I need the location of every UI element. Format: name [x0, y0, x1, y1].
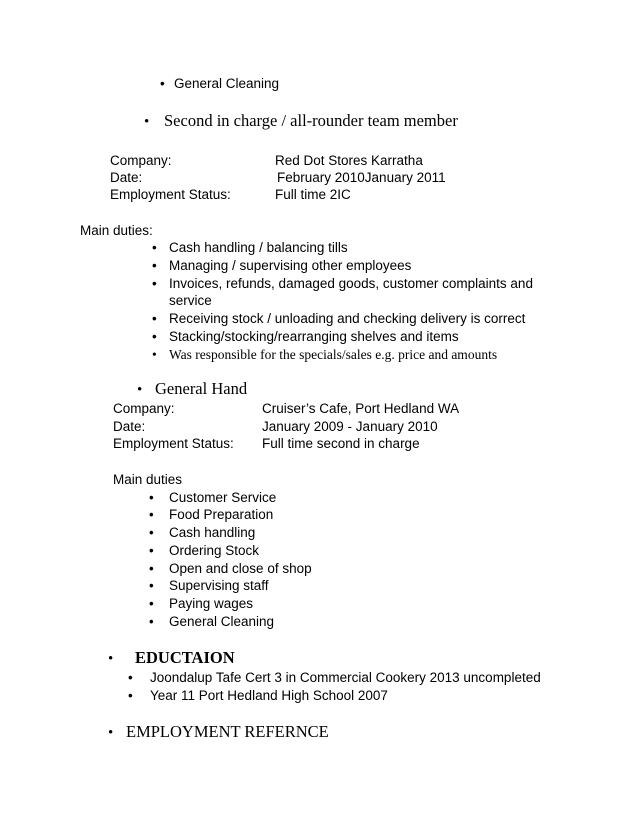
top-duty-item: General Cleaning: [174, 76, 280, 91]
job2-duty-item: Paying wages: [169, 596, 254, 611]
bullet-icon: •: [149, 561, 154, 576]
job2-date-label: Date:: [113, 419, 146, 434]
job1-status: Full time 2IC: [275, 187, 351, 202]
job1-title: Second in charge / all-rounder team member: [164, 111, 458, 130]
job1-duty-item: Managing / supervising other employees: [169, 258, 412, 273]
bullet-icon: •: [149, 596, 154, 611]
job1-duty-item-continuation: service: [169, 293, 212, 308]
job1-company: Red Dot Stores Karratha: [275, 153, 423, 168]
job2-status: Full time second in charge: [262, 436, 420, 451]
bullet-icon: •: [149, 490, 154, 505]
bullet-icon: •: [149, 525, 154, 540]
job1-duty-item: Cash handling / balancing tills: [169, 240, 348, 255]
job2-duty-item: Food Preparation: [169, 507, 274, 522]
job2-duty-item: Open and close of shop: [169, 561, 312, 576]
bullet-icon: •: [160, 76, 165, 91]
education-item: Joondalup Tafe Cert 3 in Commercial Cookery 2013 uncompleted: [150, 670, 541, 685]
bullet-icon: •: [128, 670, 133, 685]
job2-company-label: Company:: [113, 401, 175, 416]
job2-company: Cruiser’s Cafe, Port Hedland WA: [262, 401, 460, 416]
job1-duty-item: Invoices, refunds, damaged goods, customer complaints and: [169, 276, 533, 291]
bullet-icon: •: [108, 725, 114, 741]
bullet-icon: •: [108, 651, 114, 667]
bullet-icon: •: [149, 578, 154, 593]
bullet-icon: •: [152, 347, 157, 362]
bullet-icon: •: [128, 688, 133, 703]
bullet-icon: •: [144, 114, 150, 130]
education-heading: EDUCTAION: [135, 648, 235, 667]
job1-duty-item: Receiving stock / unloading and checking delivery is correct: [169, 311, 526, 326]
job2-duty-item: Supervising staff: [169, 578, 269, 593]
bullet-icon: •: [152, 258, 157, 273]
job1-date-label: Date:: [110, 170, 143, 185]
job2-duty-item: Cash handling: [169, 525, 256, 540]
job1-status-label: Employment Status:: [110, 187, 231, 202]
bullet-icon: •: [152, 329, 157, 344]
job1-duty-item: Was responsible for the specials/sales e.g. price and amounts: [169, 347, 498, 362]
bullet-icon: •: [152, 311, 157, 326]
job2-duty-item: General Cleaning: [169, 614, 275, 629]
bullet-icon: •: [149, 614, 154, 629]
bullet-icon: •: [149, 507, 154, 522]
bullet-icon: •: [149, 543, 154, 558]
education-item: Year 11 Port Hedland High School 2007: [150, 688, 388, 703]
job2-duty-item: Customer Service: [169, 490, 277, 505]
bullet-icon: •: [152, 240, 157, 255]
job2-title: General Hand: [155, 379, 248, 398]
job1-duty-item: Stacking/stocking/rearranging shelves and items: [169, 329, 459, 344]
job2-duties-label: Main duties: [113, 472, 183, 487]
job1-company-label: Company:: [110, 153, 172, 168]
job1-duties-label: Main duties:: [80, 223, 153, 238]
reference-heading: EMPLOYMENT REFERNCE: [126, 722, 329, 741]
bullet-icon: •: [152, 276, 157, 291]
job1-date: February 2010January 2011: [277, 170, 446, 185]
job2-status-label: Employment Status:: [113, 436, 234, 451]
job2-duty-item: Ordering Stock: [169, 543, 260, 558]
job2-date: January 2009 - January 2010: [262, 419, 438, 434]
bullet-icon: •: [137, 382, 143, 398]
